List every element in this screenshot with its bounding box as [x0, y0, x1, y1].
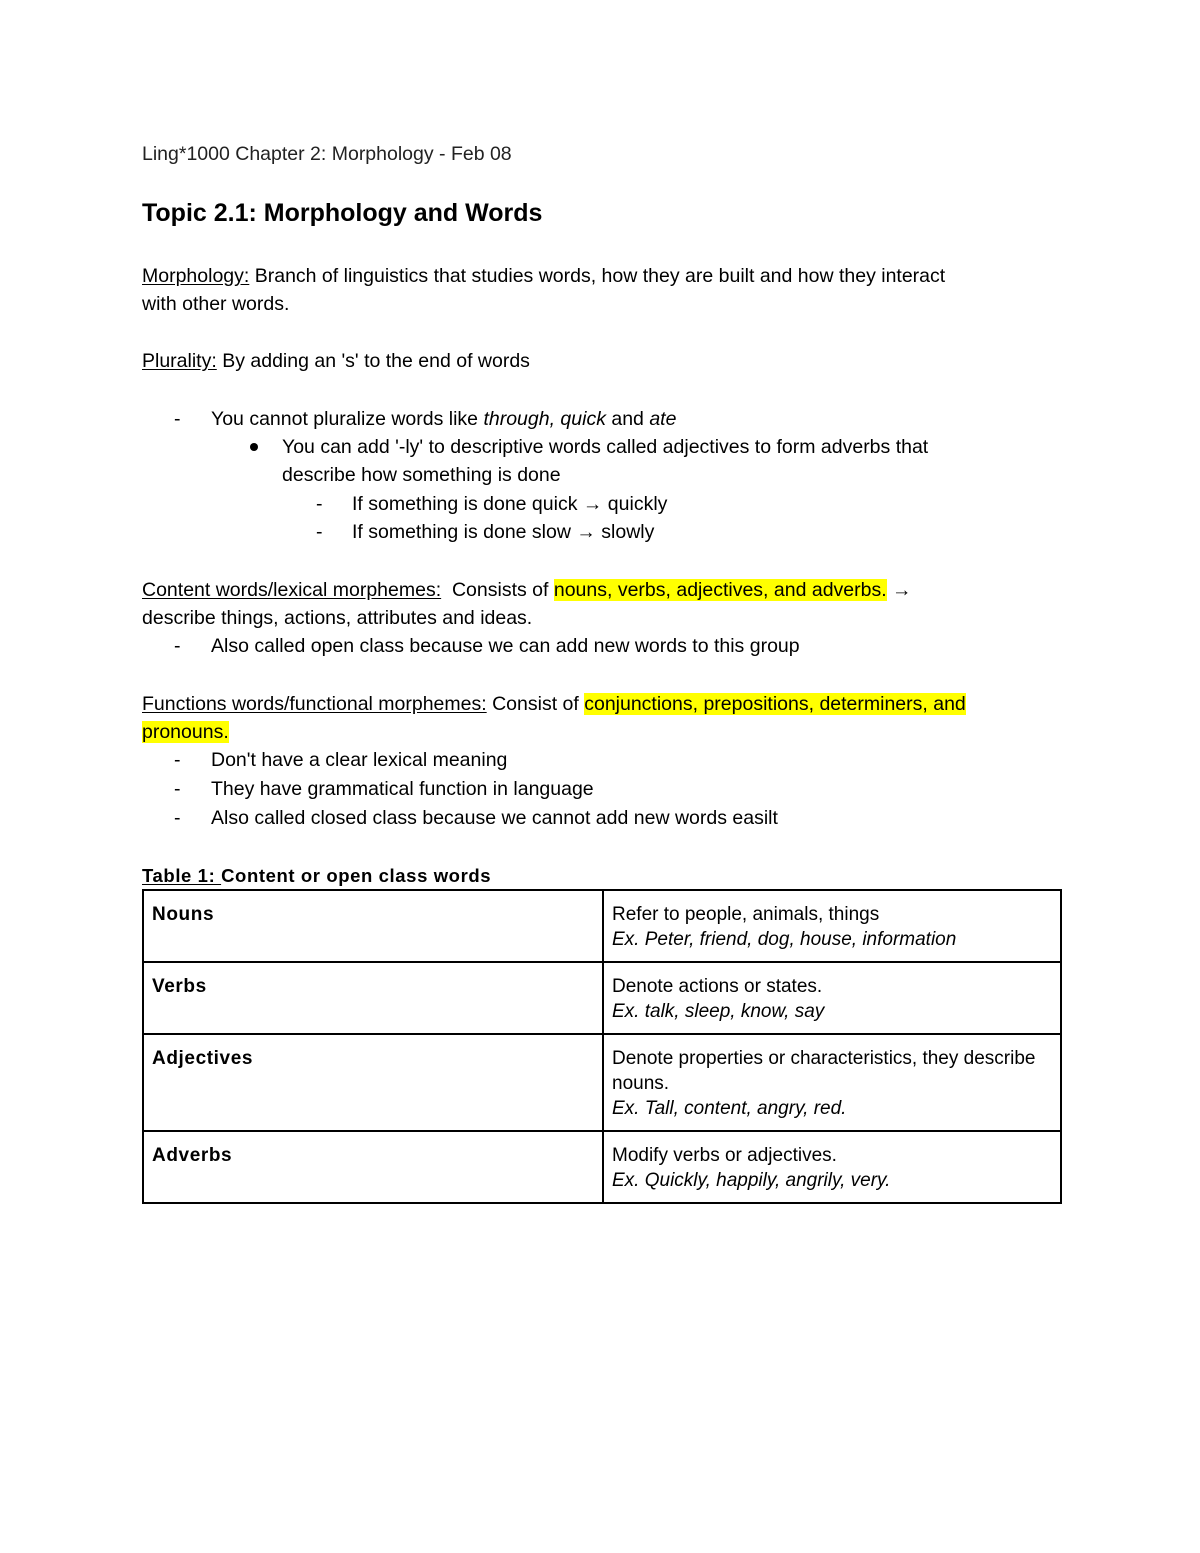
table-row	[143, 890, 1061, 962]
table-cell-desc-text: Denote properties or characteristics, they describe nouns.	[612, 1048, 1036, 1094]
table-cell-term: Verbs	[143, 962, 603, 1034]
table-cell-description	[603, 962, 1061, 1034]
morphology-definition	[142, 262, 945, 290]
table-cell-term: Adverbs	[143, 1131, 603, 1203]
table-row	[143, 1034, 1061, 1131]
list-item-italic: ate	[649, 408, 677, 430]
table-cell-example: Ex. Peter, friend, dog, house, information	[612, 929, 957, 950]
dash-marker: -	[174, 807, 181, 829]
content-words-arrow: →	[886, 579, 912, 601]
document-header: Ling*1000 Chapter 2: Morphology - Feb 08	[142, 143, 512, 165]
table-cell-example: Ex. talk, sleep, know, say	[612, 1001, 825, 1022]
function-words-definition	[142, 690, 966, 718]
list-item-text: Also called closed class because we cannot add new words easilt	[211, 807, 778, 829]
list-item-text: If something is done slow → slowly	[352, 521, 655, 543]
table-cell-description	[603, 890, 1061, 962]
function-words-term: Functions words/functional morphemes:	[142, 693, 487, 715]
dash-marker: -	[174, 778, 181, 800]
list-item-text: and	[605, 408, 650, 430]
function-words-text: Consist of	[486, 693, 585, 715]
table-cell-term: Adjectives	[143, 1034, 603, 1131]
function-words-highlight: conjunctions, prepositions, determiners, and	[584, 693, 966, 715]
dash-marker: -	[174, 749, 181, 771]
list-item-text: Don't have a clear lexical meaning	[211, 749, 508, 771]
function-words-line2	[142, 718, 229, 746]
content-words-text: Consists of	[441, 579, 554, 601]
table-row	[143, 1131, 1061, 1203]
topic-title: Topic 2.1: Morphology and Words	[142, 199, 543, 227]
content-words-highlight: nouns, verbs, adjectives, and adverbs.	[553, 579, 887, 601]
function-words-highlight: pronouns.	[142, 721, 229, 743]
table-cell-desc-text: Modify verbs or adjectives.	[612, 1145, 837, 1166]
list-item-italic: through, quick	[483, 408, 606, 430]
list-item-text: You can add '-ly' to descriptive words called adjectives to form adverbs that	[282, 436, 929, 458]
plurality-term: Plurality:	[142, 350, 217, 372]
table-row	[143, 962, 1061, 1034]
plurality-definition	[142, 347, 530, 375]
dash-marker: -	[316, 521, 323, 543]
content-words-line2: describe things, actions, attributes and ideas.	[142, 607, 533, 629]
list-item-text: They have grammatical function in language	[211, 778, 594, 800]
plurality-text: By adding an 's' to the end of words	[216, 350, 530, 372]
table-cell-description	[603, 1034, 1061, 1131]
list-item-text: Also called open class because we can add new words to this group	[211, 635, 800, 657]
dash-marker: -	[174, 408, 181, 430]
table-caption-text: Content or open class words	[221, 865, 492, 886]
content-words-term: Content words/lexical morphemes:	[142, 579, 442, 601]
list-item-text: You cannot pluralize words like	[211, 408, 484, 430]
content-words-definition	[142, 576, 912, 604]
table-cell-example: Ex. Quickly, happily, angrily, very.	[612, 1170, 891, 1191]
table-cell-desc-text: Denote actions or states.	[612, 976, 823, 997]
table-cell-example: Ex. Tall, content, angry, red.	[612, 1098, 847, 1119]
content-words-table	[142, 889, 1062, 1204]
morphology-text-line1: Branch of linguistics that studies words, how they are built and how they interact	[249, 265, 946, 287]
dash-marker: -	[316, 493, 323, 515]
list-item-text: If something is done quick → quickly	[352, 493, 668, 515]
table-cell-desc-text: Refer to people, animals, things	[612, 904, 880, 925]
bullet-dot-icon	[250, 443, 258, 451]
dash-marker: -	[174, 635, 181, 657]
table-caption	[142, 862, 491, 890]
morphology-term: Morphology:	[142, 265, 250, 287]
table-cell-term: Nouns	[143, 890, 603, 962]
table-caption-label: Table 1:	[142, 865, 222, 886]
morphology-text-line2: with other words.	[142, 293, 290, 315]
table-cell-description	[603, 1131, 1061, 1203]
list-item-text: describe how something is done	[282, 464, 561, 486]
